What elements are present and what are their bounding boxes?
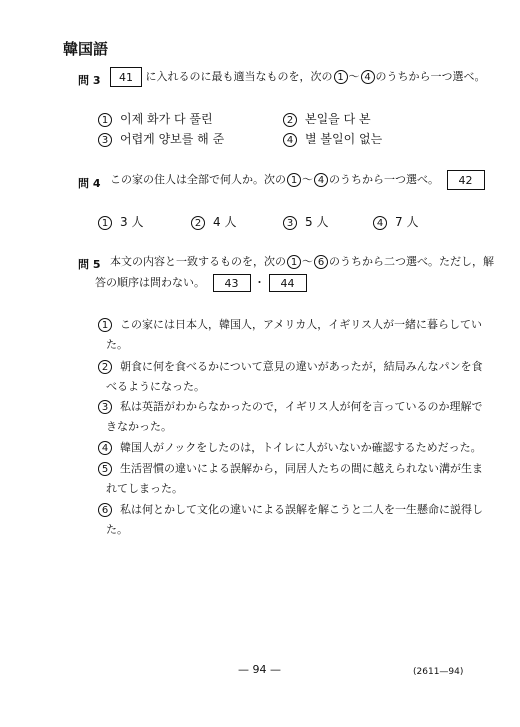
q5-option-2-line-2: べるようになった。 — [106, 380, 205, 393]
q5-option-6[interactable] — [97, 501, 483, 517]
q3-option-1-number: 1 — [98, 113, 112, 127]
q5-number: 問 5 — [78, 258, 101, 271]
q4-option-3-text: 5 人 — [305, 215, 329, 229]
q5-option-1[interactable] — [97, 316, 482, 332]
q3-text-b: 〜 — [348, 70, 360, 83]
q4-prompt — [110, 170, 485, 190]
q3-option-2[interactable] — [282, 110, 371, 127]
q5-option-3-line-1: 私は英語がわからなかったので，イギリス人が何を言っているのか理解で — [120, 400, 483, 413]
q5-range-start: 1 — [287, 255, 301, 269]
q5-answer-box-2[interactable]: 44 — [269, 274, 307, 292]
q5-range-end: 6 — [314, 255, 328, 269]
q5-text-b: 〜 — [302, 255, 313, 268]
q4-range-end: 4 — [314, 173, 328, 187]
q5-option-4-line-1: 韓国人がノックをしたのは，トイレに人がいないか確認するためだった。 — [120, 441, 482, 454]
q4-option-2-number: 2 — [191, 216, 205, 230]
page-code: (2611—94) — [413, 667, 464, 677]
q3-option-4[interactable] — [282, 130, 382, 147]
page-number: — 94 — — [238, 663, 281, 676]
q5-prompt-line1 — [110, 253, 494, 269]
q3-prompt — [110, 67, 486, 87]
q3-text-a: に入れるのに最も適当なものを，次の — [145, 70, 333, 83]
q4-answer-box[interactable]: 42 — [447, 170, 485, 190]
q3-option-2-text: 본일을 다 본 — [305, 112, 371, 126]
q3-range-end: 4 — [361, 70, 375, 84]
q5-option-1-number: 1 — [98, 318, 112, 332]
q5-option-5[interactable] — [97, 460, 483, 476]
q3-option-4-text: 별 볼일이 없는 — [305, 132, 383, 146]
q4-text-c: のうちから一つ選べ。 — [329, 173, 439, 186]
q4-option-1-number: 1 — [98, 216, 112, 230]
q4-option-3-number: 3 — [283, 216, 297, 230]
q5-option-1-line-1: この家には日本人，韓国人，アメリカ人，イギリス人が一緒に暮らしてい — [120, 318, 483, 331]
q5-option-4-number: 4 — [98, 441, 112, 455]
q5-text-a: 本文の内容と一致するものを，次の — [110, 255, 286, 268]
q3-text-c: のうちから一つ選べ。 — [375, 70, 486, 83]
q3-option-4-number: 4 — [283, 133, 297, 147]
q5-option-2-line-1: 朝食に何を食べるかについて意見の違いがあったが，結局みんなパンを食 — [120, 360, 483, 373]
q5-option-5-line-1: 生活習慣の違いによる誤解から，同居人たちの間に越えられない溝が生ま — [120, 462, 483, 475]
q5-option-3-line-2: きなかった。 — [106, 420, 172, 433]
q4-option-4-number: 4 — [373, 216, 387, 230]
section-heading: 韓国語 — [63, 40, 109, 58]
q4-text-a: この家の住人は全部で何人か。次の — [110, 173, 286, 186]
q4-option-1-text: 3 人 — [120, 215, 144, 229]
q4-text-b: 〜 — [302, 173, 313, 186]
q3-answer-box[interactable]: 41 — [110, 67, 142, 87]
q3-option-1-text: 이제 화가 다 풀린 — [120, 112, 213, 126]
q4-option-2[interactable] — [190, 213, 236, 230]
q4-option-4[interactable] — [372, 213, 418, 230]
q5-prompt-line2 — [95, 274, 307, 292]
q5-text-c: のうちから二つ選べ。ただし，解 — [329, 255, 494, 268]
q5-option-6-line-2: た。 — [106, 523, 128, 536]
q5-option-3-number: 3 — [98, 400, 112, 414]
q5-option-4[interactable] — [97, 439, 482, 455]
q4-range-start: 1 — [287, 173, 301, 187]
q5-box-separator: ・ — [254, 276, 265, 289]
q5-option-6-line-1: 私は何とかして文化の違いによる誤解を解こうと二人を一生懸命に説得し — [120, 503, 483, 516]
q4-option-3[interactable] — [282, 213, 328, 230]
q4-number: 問 4 — [78, 177, 101, 190]
q5-option-1-line-2: た。 — [106, 338, 128, 351]
q3-option-3-number: 3 — [98, 133, 112, 147]
q5-text-line2: 答の順序は問わない。 — [95, 276, 205, 289]
q4-option-4-text: 7 人 — [395, 215, 419, 229]
q3-option-1[interactable] — [97, 110, 213, 127]
q5-option-2[interactable] — [97, 358, 483, 374]
q4-option-1[interactable] — [97, 213, 143, 230]
q3-number: 問 3 — [78, 74, 101, 87]
q3-option-2-number: 2 — [283, 113, 297, 127]
q5-option-5-number: 5 — [98, 462, 112, 476]
q3-range-start: 1 — [334, 70, 348, 84]
q3-option-3-text: 어렵게 양보를 해 준 — [120, 132, 225, 146]
q5-option-5-line-2: れてしまった。 — [106, 482, 183, 495]
q5-answer-box-1[interactable]: 43 — [213, 274, 251, 292]
q5-option-3[interactable] — [97, 398, 483, 414]
q5-option-6-number: 6 — [98, 503, 112, 517]
q5-option-2-number: 2 — [98, 360, 112, 374]
q4-option-2-text: 4 人 — [213, 215, 237, 229]
q3-option-3[interactable] — [97, 130, 224, 147]
